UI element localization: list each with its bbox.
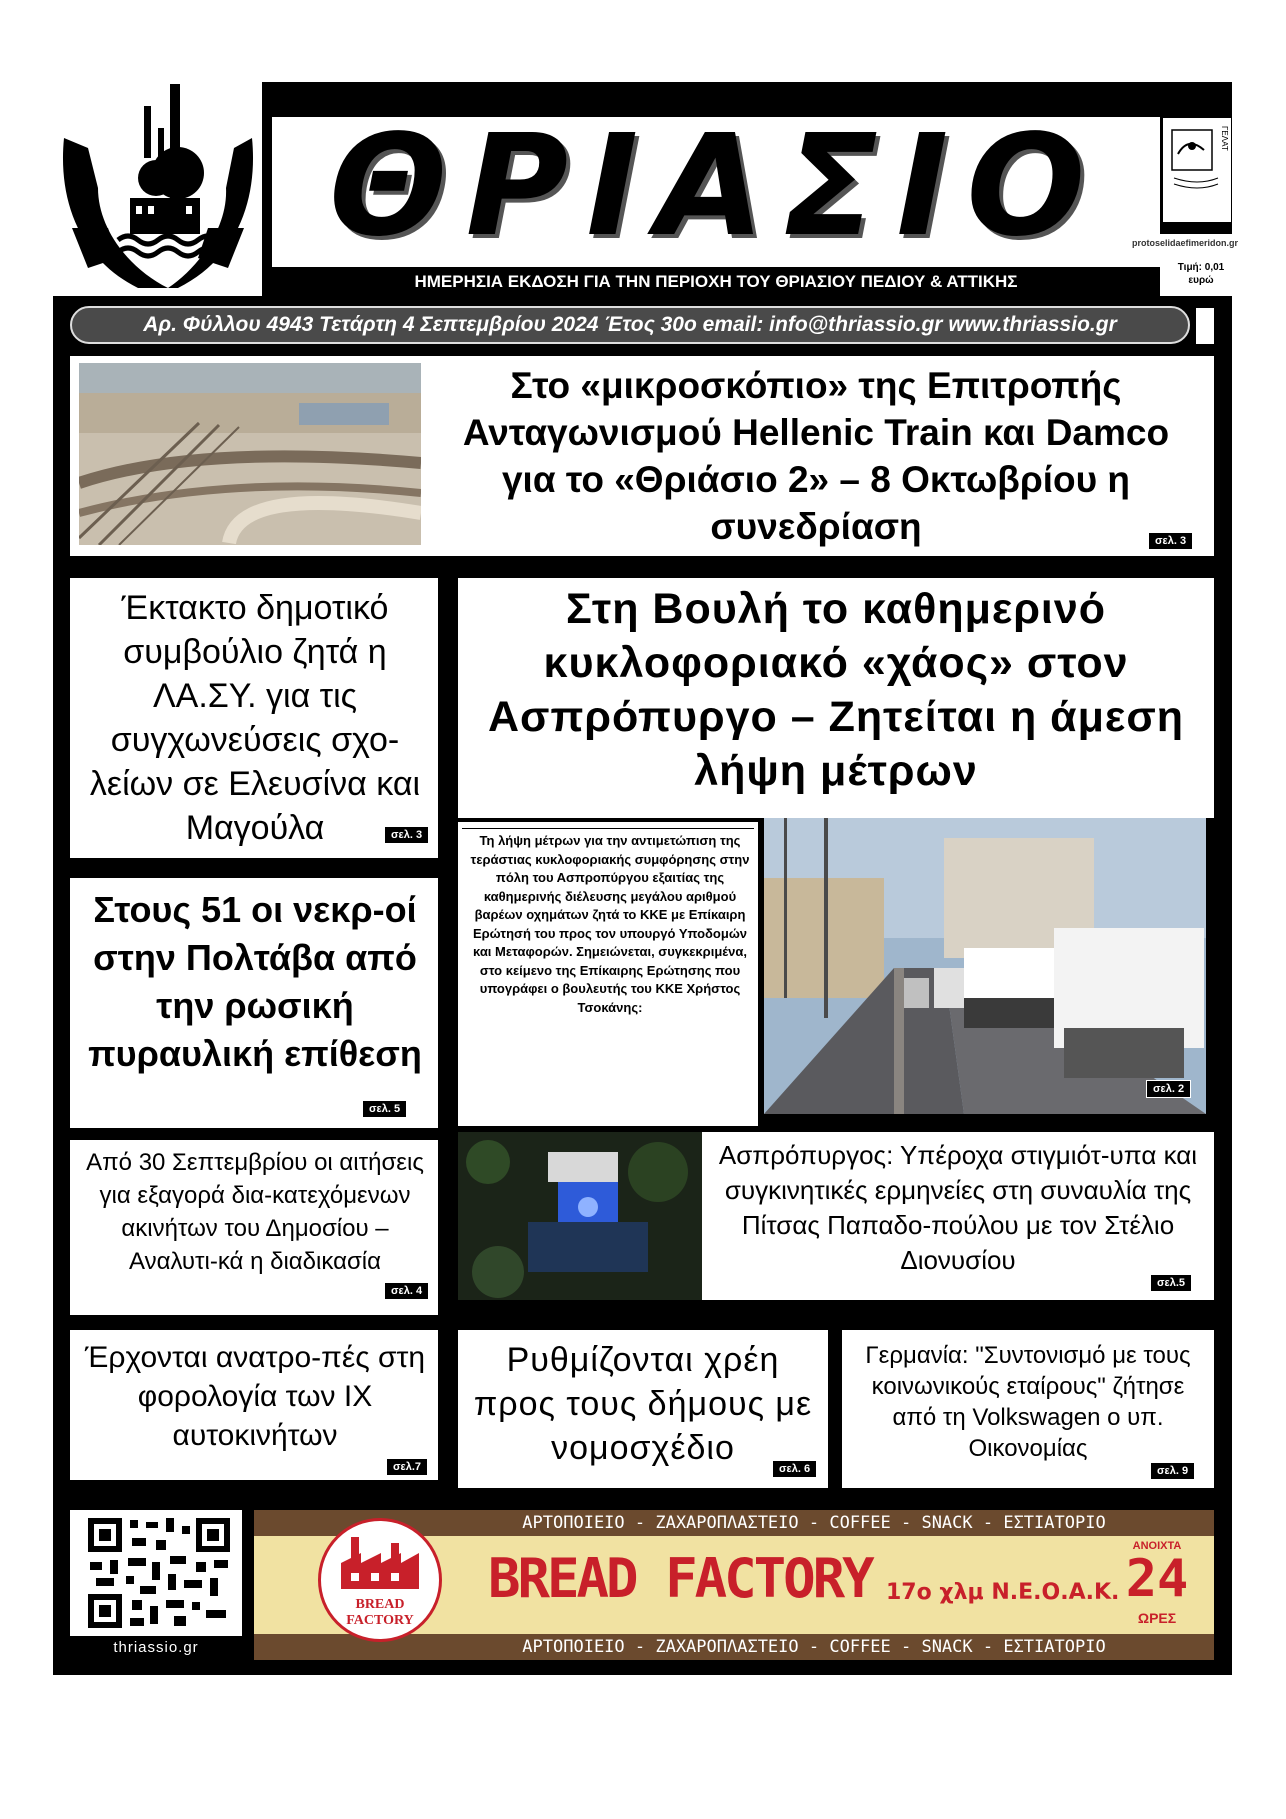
traffic-headline[interactable]: Στη Βουλή το καθημερινό κυκλοφοριακό «χάος» στον Ασπρόπυργο – Ζητείται η άμεση λήψη μέτρων [487, 585, 1185, 795]
poltava-page-ref[interactable]: σελ. 5 [362, 1100, 407, 1118]
railway-aerial-photo-icon [79, 363, 421, 545]
ad-logo-line1: BREAD [355, 1597, 405, 1612]
concert-page-ref[interactable]: σελ.5 [1150, 1274, 1192, 1292]
site-credit[interactable]: protoselidaefimeridon.gr [1131, 238, 1238, 248]
paper-subtitle: ΗΜΕΡΗΣΙΑ ΕΚΔΟΣΗ ΓΙΑ ΤΗΝ ΠΕΡΙΟΧΗ ΤΟΥ ΘΡΙΑΣΙΟΥ ΠΕΔΙΟΥ & ΑΤΤΙΚΗΣ [414, 272, 1018, 291]
ad-location: 17ο χλμ Ν.Ε.Ο.Α.Κ. [886, 1580, 1120, 1605]
ad-open-label: ΑΝΟΙΧΤΑ [1132, 1540, 1182, 1552]
factory-icon [321, 1533, 439, 1593]
edge-tab [1196, 308, 1214, 344]
qr-code[interactable] [86, 1516, 232, 1630]
ad-hours-unit: ΩΡΕΣ [1137, 1610, 1177, 1626]
council-headline[interactable]: Έκτακτο δημοτικό συμβούλιο ζητά η ΛΑ.ΣΥ. για τις συγχωνεύσεις σχο-λείων σε Ελευσίνα και Μαγούλα [89, 589, 421, 847]
qr-code-icon [86, 1516, 232, 1630]
traffic-body-rule [462, 828, 754, 829]
germany-page-ref[interactable]: σελ. 9 [1150, 1462, 1195, 1480]
ad-logo [318, 1518, 442, 1642]
realestate-page-ref[interactable]: σελ. 4 [384, 1282, 429, 1300]
ad-top-band: ΑΡΤΟΠΟΙΕΙΟ - ΖΑΧΑΡΟΠΛΑΣΤΕΙΟ - COFFEE - SNACK - ΕΣΤΙΑΤΟΡΙΟ [254, 1510, 1214, 1536]
debts-page-ref[interactable]: σελ. 6 [772, 1460, 817, 1478]
debts-headline[interactable]: Ρυθμίζονται χρέη προς τους δήμους με νομοσχέδιο [473, 1341, 813, 1467]
concert-night-photo-icon [458, 1132, 702, 1300]
germany-headline[interactable]: Γερμανία: "Συντονισμό με τους κοινωνικούς εταίρους" ζήτησε από τη Volkswagen ο υπ. Οικονομίας [865, 1342, 1191, 1462]
poltava-headline[interactable]: Στους 51 οι νεκρ-οί στην Πολτάβα από την ρωσική πυραυλική επίθεση [88, 889, 422, 1074]
qr-caption[interactable]: thriassio.gr [70, 1636, 242, 1660]
stamp-box [1162, 117, 1232, 223]
stamp-text: ΓΕΛΑΤ [1220, 126, 1229, 151]
price-unit: ευρώ [1188, 275, 1214, 286]
logo [58, 78, 258, 296]
traffic-photo [764, 818, 1206, 1114]
tax-headline[interactable]: Έρχονται ανατρο-πές στη φορολογία των ΙΧ αυτοκινήτων [84, 1341, 426, 1452]
price-label: Τιμή: 0,01 [1177, 262, 1225, 273]
info-line: Αρ. Φύλλου 4943 Τετάρτη 4 Σεπτεμβρίου 2024 Έτος 30ο email: info@thriassio.gr www.thriassio.gr [143, 313, 1117, 336]
council-page-ref[interactable]: σελ. 3 [384, 826, 429, 844]
ad-brand: BREAD FACTORY [488, 1547, 872, 1610]
trucks-street-photo-icon [764, 818, 1206, 1114]
ad-hours: 24 [1125, 1549, 1189, 1609]
realestate-headline[interactable]: Από 30 Σεπτεμβρίου οι αιτήσεις για εξαγορά δια-κατεχόμενων ακινήτων του Δημοσίου – Αναλυτι-κά η διαδικασία [86, 1149, 424, 1275]
concert-photo [458, 1132, 702, 1300]
hands-factory-logo-icon [58, 78, 258, 296]
concert-headline[interactable]: Ασπρόπυργος: Υπέροχα στιγμιότ-υπα και συγκινητικές ερμηνείες στη συναυλία της Πίτσας Παπαδο-πούλου με τον Στέλιο Διονυσίου [718, 1140, 1198, 1275]
traffic-page-ref[interactable]: σελ. 2 [1146, 1080, 1191, 1098]
lead-page-ref[interactable]: σελ. 3 [1148, 532, 1193, 550]
lead-photo [79, 363, 421, 545]
traffic-body: Τη λήψη μέτρων για την αντιμετώπιση της τεράστιας κυκλοφοριακής συμφόρησης στην πόλη του Ασπροπύργου εξαιτίας της καθημερινής διέλευσης μεγάλου αριθμού βαρέων οχημάτων ζητά το ΚΚΕ με Επίκαιρη Ερώτησή του προς τον υπουργό Υποδομών και Μεταφορών. Σημειώνεται, συγκεκριμένα, στο κείμενο της Επίκαιρης Ερώτησης που υπογράφει ο βουλευτής του ΚΚΕ Χρήστος Τσοκάνης: [470, 833, 750, 1015]
ad-bottom-band: ΑΡΤΟΠΟΙΕΙΟ - ΖΑΧΑΡΟΠΛΑΣΤΕΙΟ - COFFEE - SNACK - ΕΣΤΙΑΤΟΡΙΟ [254, 1634, 1214, 1660]
ad-logo-line2: FACTORY [346, 1613, 414, 1628]
paper-title: ΘΡΙΑΣΙΟ [328, 105, 1104, 268]
lead-headline[interactable]: Στο «μικροσκόπιο» της Επιτροπής Ανταγωνισμού Hellenic Train και Damco για το «Θριάσιο 2» – 8 Οκτωβρίου η συνεδρίαση [462, 365, 1170, 547]
tax-page-ref[interactable]: σελ.7 [386, 1458, 428, 1476]
